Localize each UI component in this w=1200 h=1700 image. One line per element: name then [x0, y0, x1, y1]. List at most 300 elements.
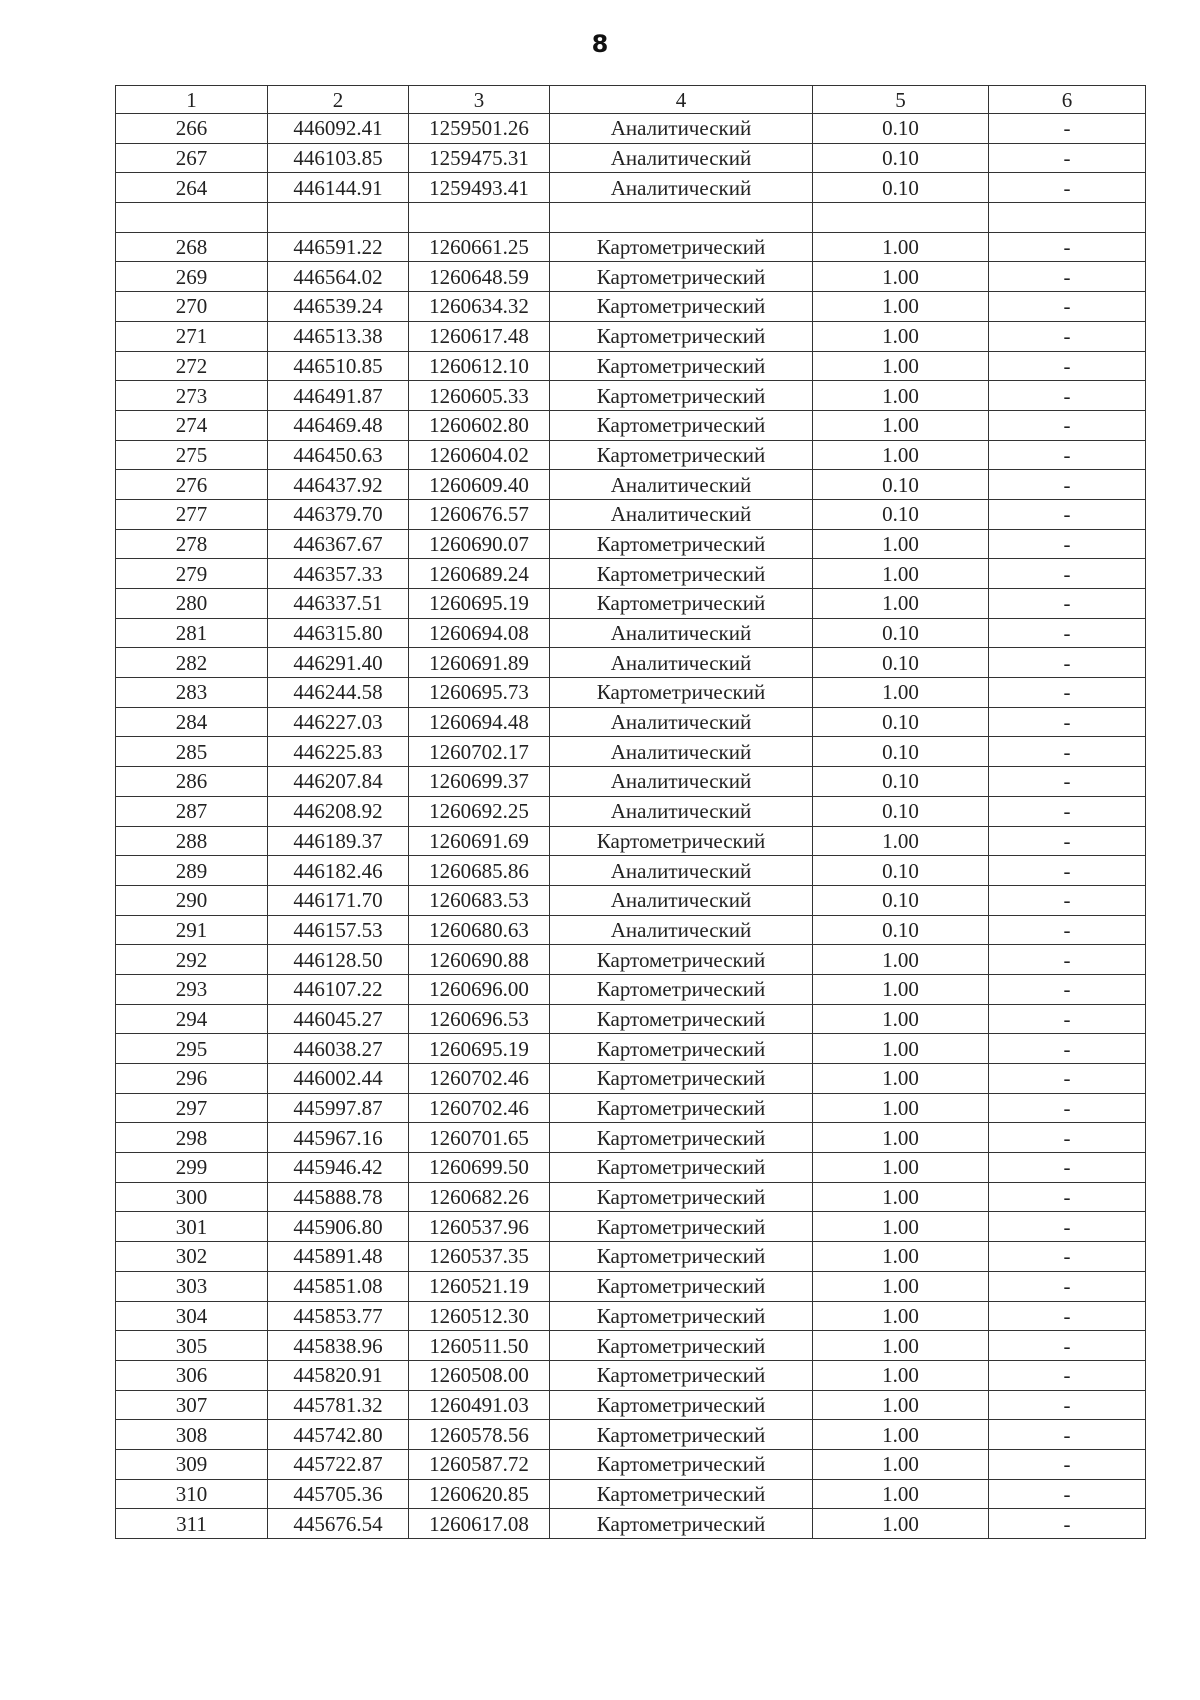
accuracy-cell: 1.00 — [813, 529, 989, 559]
x-coordinate-cell: 446450.63 — [268, 440, 409, 470]
point-number-cell — [116, 203, 268, 233]
point-number-cell: 291 — [116, 915, 268, 945]
x-coordinate-cell: 445891.48 — [268, 1242, 409, 1272]
accuracy-cell: 1.00 — [813, 1271, 989, 1301]
column-header: 5 — [813, 86, 989, 114]
x-coordinate-cell: 446491.87 — [268, 381, 409, 411]
method-cell: Аналитический — [550, 885, 813, 915]
x-coordinate-cell: 446002.44 — [268, 1064, 409, 1094]
point-number-cell: 302 — [116, 1242, 268, 1272]
accuracy-cell: 1.00 — [813, 1212, 989, 1242]
y-coordinate-cell: 1259475.31 — [409, 143, 550, 173]
y-coordinate-cell: 1260491.03 — [409, 1390, 550, 1420]
x-coordinate-cell: 446564.02 — [268, 262, 409, 292]
method-cell: Картометрический — [550, 321, 813, 351]
method-cell: Аналитический — [550, 470, 813, 500]
x-coordinate-cell: 446437.92 — [268, 470, 409, 500]
table-row — [116, 292, 1146, 322]
description-cell: - — [989, 143, 1146, 173]
table-row — [116, 1212, 1146, 1242]
table-row — [116, 1301, 1146, 1331]
x-coordinate-cell: 446208.92 — [268, 796, 409, 826]
x-coordinate-cell: 445781.32 — [268, 1390, 409, 1420]
table-row — [116, 1449, 1146, 1479]
accuracy-cell: 0.10 — [813, 885, 989, 915]
point-number-cell: 300 — [116, 1182, 268, 1212]
point-number-cell: 276 — [116, 470, 268, 500]
y-coordinate-cell: 1260692.25 — [409, 796, 550, 826]
point-number-cell: 294 — [116, 1004, 268, 1034]
method-cell: Аналитический — [550, 499, 813, 529]
table-row — [116, 410, 1146, 440]
y-coordinate-cell: 1259501.26 — [409, 114, 550, 144]
column-header: 3 — [409, 86, 550, 114]
y-coordinate-cell: 1260512.30 — [409, 1301, 550, 1331]
accuracy-cell: 1.00 — [813, 262, 989, 292]
x-coordinate-cell: 446128.50 — [268, 945, 409, 975]
point-number-cell: 290 — [116, 885, 268, 915]
description-cell — [989, 203, 1146, 233]
table-row — [116, 767, 1146, 797]
y-coordinate-cell: 1260634.32 — [409, 292, 550, 322]
y-coordinate-cell: 1260702.46 — [409, 1093, 550, 1123]
point-number-cell: 307 — [116, 1390, 268, 1420]
description-cell: - — [989, 173, 1146, 203]
method-cell: Картометрический — [550, 1509, 813, 1539]
description-cell: - — [989, 648, 1146, 678]
accuracy-cell: 1.00 — [813, 1360, 989, 1390]
y-coordinate-cell: 1260702.46 — [409, 1064, 550, 1094]
table-row — [116, 796, 1146, 826]
method-cell: Аналитический — [550, 648, 813, 678]
description-cell: - — [989, 618, 1146, 648]
point-number-cell: 304 — [116, 1301, 268, 1331]
description-cell: - — [989, 1212, 1146, 1242]
table-row — [116, 232, 1146, 262]
x-coordinate-cell: 445851.08 — [268, 1271, 409, 1301]
accuracy-cell: 1.00 — [813, 559, 989, 589]
method-cell: Аналитический — [550, 737, 813, 767]
point-number-cell: 289 — [116, 856, 268, 886]
point-number-cell: 311 — [116, 1509, 268, 1539]
description-cell: - — [989, 1509, 1146, 1539]
description-cell: - — [989, 232, 1146, 262]
point-number-cell: 264 — [116, 173, 268, 203]
method-cell: Картометрический — [550, 1153, 813, 1183]
y-coordinate-cell: 1260617.48 — [409, 321, 550, 351]
accuracy-cell: 0.10 — [813, 767, 989, 797]
y-coordinate-cell: 1260696.00 — [409, 974, 550, 1004]
point-number-cell: 295 — [116, 1034, 268, 1064]
description-cell: - — [989, 559, 1146, 589]
y-coordinate-cell: 1260695.73 — [409, 678, 550, 708]
table-row — [116, 1509, 1146, 1539]
x-coordinate-cell: 446337.51 — [268, 589, 409, 619]
accuracy-cell: 1.00 — [813, 1420, 989, 1450]
description-cell: - — [989, 737, 1146, 767]
x-coordinate-cell: 446367.67 — [268, 529, 409, 559]
method-cell: Картометрический — [550, 410, 813, 440]
accuracy-cell: 1.00 — [813, 351, 989, 381]
point-number-cell: 279 — [116, 559, 268, 589]
table-row — [116, 945, 1146, 975]
y-coordinate-cell: 1260689.24 — [409, 559, 550, 589]
table-header-row — [116, 86, 1146, 114]
accuracy-cell: 0.10 — [813, 618, 989, 648]
description-cell: - — [989, 1360, 1146, 1390]
method-cell: Картометрический — [550, 529, 813, 559]
description-cell: - — [989, 321, 1146, 351]
y-coordinate-cell: 1260699.50 — [409, 1153, 550, 1183]
accuracy-cell: 0.10 — [813, 173, 989, 203]
y-coordinate-cell: 1260605.33 — [409, 381, 550, 411]
accuracy-cell: 1.00 — [813, 1153, 989, 1183]
accuracy-cell: 1.00 — [813, 232, 989, 262]
column-header: 1 — [116, 86, 268, 114]
method-cell: Аналитический — [550, 767, 813, 797]
description-cell: - — [989, 1479, 1146, 1509]
table-row — [116, 262, 1146, 292]
table-row — [116, 499, 1146, 529]
accuracy-cell: 1.00 — [813, 1093, 989, 1123]
description-cell: - — [989, 915, 1146, 945]
accuracy-cell: 1.00 — [813, 1123, 989, 1153]
x-coordinate-cell — [268, 203, 409, 233]
point-number-cell: 283 — [116, 678, 268, 708]
y-coordinate-cell: 1260695.19 — [409, 1034, 550, 1064]
method-cell: Аналитический — [550, 856, 813, 886]
accuracy-cell: 1.00 — [813, 381, 989, 411]
table-row — [116, 470, 1146, 500]
method-cell: Картометрический — [550, 1004, 813, 1034]
x-coordinate-cell: 446244.58 — [268, 678, 409, 708]
x-coordinate-cell: 446045.27 — [268, 1004, 409, 1034]
y-coordinate-cell: 1260602.80 — [409, 410, 550, 440]
description-cell: - — [989, 381, 1146, 411]
y-coordinate-cell: 1260661.25 — [409, 232, 550, 262]
description-cell: - — [989, 1004, 1146, 1034]
method-cell: Картометрический — [550, 1212, 813, 1242]
description-cell: - — [989, 945, 1146, 975]
table-row — [116, 1093, 1146, 1123]
table-row — [116, 321, 1146, 351]
accuracy-cell: 1.00 — [813, 1004, 989, 1034]
page-number: 8 — [591, 30, 609, 58]
method-cell: Картометрический — [550, 589, 813, 619]
table-row — [116, 737, 1146, 767]
table-row — [116, 826, 1146, 856]
y-coordinate-cell: 1260604.02 — [409, 440, 550, 470]
description-cell: - — [989, 678, 1146, 708]
y-coordinate-cell: 1260696.53 — [409, 1004, 550, 1034]
y-coordinate-cell: 1260609.40 — [409, 470, 550, 500]
point-number-cell: 293 — [116, 974, 268, 1004]
method-cell: Картометрический — [550, 1123, 813, 1153]
point-number-cell: 288 — [116, 826, 268, 856]
y-coordinate-cell: 1260682.26 — [409, 1182, 550, 1212]
x-coordinate-cell: 446469.48 — [268, 410, 409, 440]
y-coordinate-cell: 1260694.48 — [409, 707, 550, 737]
method-cell: Картометрический — [550, 1479, 813, 1509]
method-cell: Картометрический — [550, 1271, 813, 1301]
y-coordinate-cell: 1260701.65 — [409, 1123, 550, 1153]
point-number-cell: 298 — [116, 1123, 268, 1153]
y-coordinate-cell: 1260695.19 — [409, 589, 550, 619]
method-cell: Картометрический — [550, 974, 813, 1004]
table-row — [116, 678, 1146, 708]
y-coordinate-cell: 1260617.08 — [409, 1509, 550, 1539]
x-coordinate-cell: 446038.27 — [268, 1034, 409, 1064]
description-cell: - — [989, 1271, 1146, 1301]
x-coordinate-cell: 446357.33 — [268, 559, 409, 589]
accuracy-cell: 1.00 — [813, 292, 989, 322]
description-cell: - — [989, 1449, 1146, 1479]
table-row — [116, 114, 1146, 144]
x-coordinate-cell: 446182.46 — [268, 856, 409, 886]
method-cell: Картометрический — [550, 381, 813, 411]
x-coordinate-cell: 446513.38 — [268, 321, 409, 351]
table-row — [116, 1271, 1146, 1301]
table-row — [116, 1004, 1146, 1034]
accuracy-cell: 0.10 — [813, 915, 989, 945]
table-row — [116, 1331, 1146, 1361]
accuracy-cell: 1.00 — [813, 1331, 989, 1361]
method-cell: Картометрический — [550, 292, 813, 322]
x-coordinate-cell: 445676.54 — [268, 1509, 409, 1539]
point-number-cell: 286 — [116, 767, 268, 797]
accuracy-cell: 1.00 — [813, 945, 989, 975]
y-coordinate-cell: 1260537.96 — [409, 1212, 550, 1242]
description-cell: - — [989, 707, 1146, 737]
accuracy-cell: 1.00 — [813, 1182, 989, 1212]
description-cell: - — [989, 1242, 1146, 1272]
coordinates-table — [115, 85, 1146, 1539]
accuracy-cell: 0.10 — [813, 114, 989, 144]
point-number-cell: 281 — [116, 618, 268, 648]
x-coordinate-cell: 445742.80 — [268, 1420, 409, 1450]
table-row — [116, 885, 1146, 915]
method-cell — [550, 203, 813, 233]
description-cell: - — [989, 974, 1146, 1004]
description-cell: - — [989, 589, 1146, 619]
table-row — [116, 1420, 1146, 1450]
accuracy-cell: 0.10 — [813, 648, 989, 678]
method-cell: Картометрический — [550, 440, 813, 470]
method-cell: Аналитический — [550, 173, 813, 203]
accuracy-cell: 1.00 — [813, 589, 989, 619]
y-coordinate-cell: 1260685.86 — [409, 856, 550, 886]
y-coordinate-cell: 1260537.35 — [409, 1242, 550, 1272]
x-coordinate-cell: 446225.83 — [268, 737, 409, 767]
table-row — [116, 1034, 1146, 1064]
table-row — [116, 381, 1146, 411]
point-number-cell: 275 — [116, 440, 268, 470]
accuracy-cell: 1.00 — [813, 440, 989, 470]
table-row — [116, 1153, 1146, 1183]
x-coordinate-cell: 445888.78 — [268, 1182, 409, 1212]
y-coordinate-cell: 1259493.41 — [409, 173, 550, 203]
point-number-cell: 278 — [116, 529, 268, 559]
method-cell: Картометрический — [550, 1301, 813, 1331]
table-row — [116, 589, 1146, 619]
description-cell: - — [989, 1123, 1146, 1153]
point-number-cell: 266 — [116, 114, 268, 144]
column-header: 2 — [268, 86, 409, 114]
point-number-cell: 280 — [116, 589, 268, 619]
point-number-cell: 308 — [116, 1420, 268, 1450]
method-cell: Аналитический — [550, 618, 813, 648]
y-coordinate-cell: 1260691.69 — [409, 826, 550, 856]
method-cell: Картометрический — [550, 351, 813, 381]
point-number-cell: 296 — [116, 1064, 268, 1094]
description-cell: - — [989, 1034, 1146, 1064]
table-row — [116, 351, 1146, 381]
method-cell: Картометрический — [550, 1034, 813, 1064]
description-cell: - — [989, 856, 1146, 886]
point-number-cell: 287 — [116, 796, 268, 826]
table-row — [116, 856, 1146, 886]
accuracy-cell: 0.10 — [813, 737, 989, 767]
x-coordinate-cell: 446189.37 — [268, 826, 409, 856]
point-number-cell: 303 — [116, 1271, 268, 1301]
point-number-cell: 301 — [116, 1212, 268, 1242]
description-cell: - — [989, 292, 1146, 322]
description-cell: - — [989, 262, 1146, 292]
table-body — [116, 114, 1146, 1539]
description-cell: - — [989, 410, 1146, 440]
y-coordinate-cell: 1260702.17 — [409, 737, 550, 767]
x-coordinate-cell: 446510.85 — [268, 351, 409, 381]
point-number-cell: 310 — [116, 1479, 268, 1509]
x-coordinate-cell: 446315.80 — [268, 618, 409, 648]
accuracy-cell: 1.00 — [813, 410, 989, 440]
table-row — [116, 974, 1146, 1004]
point-number-cell: 309 — [116, 1449, 268, 1479]
method-cell: Картометрический — [550, 1331, 813, 1361]
method-cell: Картометрический — [550, 826, 813, 856]
method-cell: Картометрический — [550, 1390, 813, 1420]
description-cell: - — [989, 826, 1146, 856]
table-row — [116, 1242, 1146, 1272]
x-coordinate-cell: 445705.36 — [268, 1479, 409, 1509]
accuracy-cell: 1.00 — [813, 1064, 989, 1094]
accuracy-cell: 1.00 — [813, 1479, 989, 1509]
point-number-cell: 274 — [116, 410, 268, 440]
point-number-cell: 297 — [116, 1093, 268, 1123]
method-cell: Картометрический — [550, 262, 813, 292]
y-coordinate-cell: 1260612.10 — [409, 351, 550, 381]
method-cell: Аналитический — [550, 707, 813, 737]
method-cell: Картометрический — [550, 1064, 813, 1094]
accuracy-cell: 0.10 — [813, 470, 989, 500]
x-coordinate-cell: 446157.53 — [268, 915, 409, 945]
table-row — [116, 529, 1146, 559]
accuracy-cell: 1.00 — [813, 1301, 989, 1331]
accuracy-cell: 0.10 — [813, 143, 989, 173]
point-number-cell: 273 — [116, 381, 268, 411]
method-cell: Картометрический — [550, 678, 813, 708]
y-coordinate-cell: 1260578.56 — [409, 1420, 550, 1450]
accuracy-cell: 1.00 — [813, 1449, 989, 1479]
y-coordinate-cell: 1260690.07 — [409, 529, 550, 559]
x-coordinate-cell: 446227.03 — [268, 707, 409, 737]
y-coordinate-cell: 1260694.08 — [409, 618, 550, 648]
description-cell: - — [989, 114, 1146, 144]
y-coordinate-cell — [409, 203, 550, 233]
description-cell: - — [989, 499, 1146, 529]
method-cell: Картометрический — [550, 1420, 813, 1450]
description-cell: - — [989, 470, 1146, 500]
method-cell: Картометрический — [550, 1182, 813, 1212]
point-number-cell: 270 — [116, 292, 268, 322]
point-number-cell: 272 — [116, 351, 268, 381]
point-number-cell: 277 — [116, 499, 268, 529]
x-coordinate-cell: 446591.22 — [268, 232, 409, 262]
method-cell: Аналитический — [550, 915, 813, 945]
x-coordinate-cell: 446103.85 — [268, 143, 409, 173]
y-coordinate-cell: 1260691.89 — [409, 648, 550, 678]
method-cell: Картометрический — [550, 1093, 813, 1123]
table-row — [116, 203, 1146, 233]
description-cell: - — [989, 529, 1146, 559]
table-row — [116, 707, 1146, 737]
table-row — [116, 173, 1146, 203]
accuracy-cell: 1.00 — [813, 678, 989, 708]
description-cell: - — [989, 767, 1146, 797]
x-coordinate-cell: 445722.87 — [268, 1449, 409, 1479]
method-cell: Картометрический — [550, 232, 813, 262]
description-cell: - — [989, 1301, 1146, 1331]
x-coordinate-cell: 446107.22 — [268, 974, 409, 1004]
description-cell: - — [989, 796, 1146, 826]
accuracy-cell: 1.00 — [813, 826, 989, 856]
y-coordinate-cell: 1260511.50 — [409, 1331, 550, 1361]
y-coordinate-cell: 1260620.85 — [409, 1479, 550, 1509]
method-cell: Аналитический — [550, 796, 813, 826]
accuracy-cell: 1.00 — [813, 1242, 989, 1272]
description-cell: - — [989, 1420, 1146, 1450]
table-row — [116, 1479, 1146, 1509]
description-cell: - — [989, 1390, 1146, 1420]
point-number-cell: 306 — [116, 1360, 268, 1390]
point-number-cell: 269 — [116, 262, 268, 292]
method-cell: Картометрический — [550, 559, 813, 589]
accuracy-cell: 1.00 — [813, 974, 989, 1004]
point-number-cell: 268 — [116, 232, 268, 262]
point-number-cell: 299 — [116, 1153, 268, 1183]
accuracy-cell: 0.10 — [813, 707, 989, 737]
column-header: 4 — [550, 86, 813, 114]
point-number-cell: 284 — [116, 707, 268, 737]
description-cell: - — [989, 1153, 1146, 1183]
x-coordinate-cell: 446379.70 — [268, 499, 409, 529]
table-row — [116, 648, 1146, 678]
x-coordinate-cell: 445946.42 — [268, 1153, 409, 1183]
x-coordinate-cell: 445906.80 — [268, 1212, 409, 1242]
table-row — [116, 143, 1146, 173]
y-coordinate-cell: 1260648.59 — [409, 262, 550, 292]
method-cell: Аналитический — [550, 114, 813, 144]
table-row — [116, 1390, 1146, 1420]
description-cell: - — [989, 1331, 1146, 1361]
column-header: 6 — [989, 86, 1146, 114]
y-coordinate-cell: 1260690.88 — [409, 945, 550, 975]
accuracy-cell: 0.10 — [813, 856, 989, 886]
description-cell: - — [989, 1182, 1146, 1212]
y-coordinate-cell: 1260680.63 — [409, 915, 550, 945]
y-coordinate-cell: 1260521.19 — [409, 1271, 550, 1301]
x-coordinate-cell: 446092.41 — [268, 114, 409, 144]
